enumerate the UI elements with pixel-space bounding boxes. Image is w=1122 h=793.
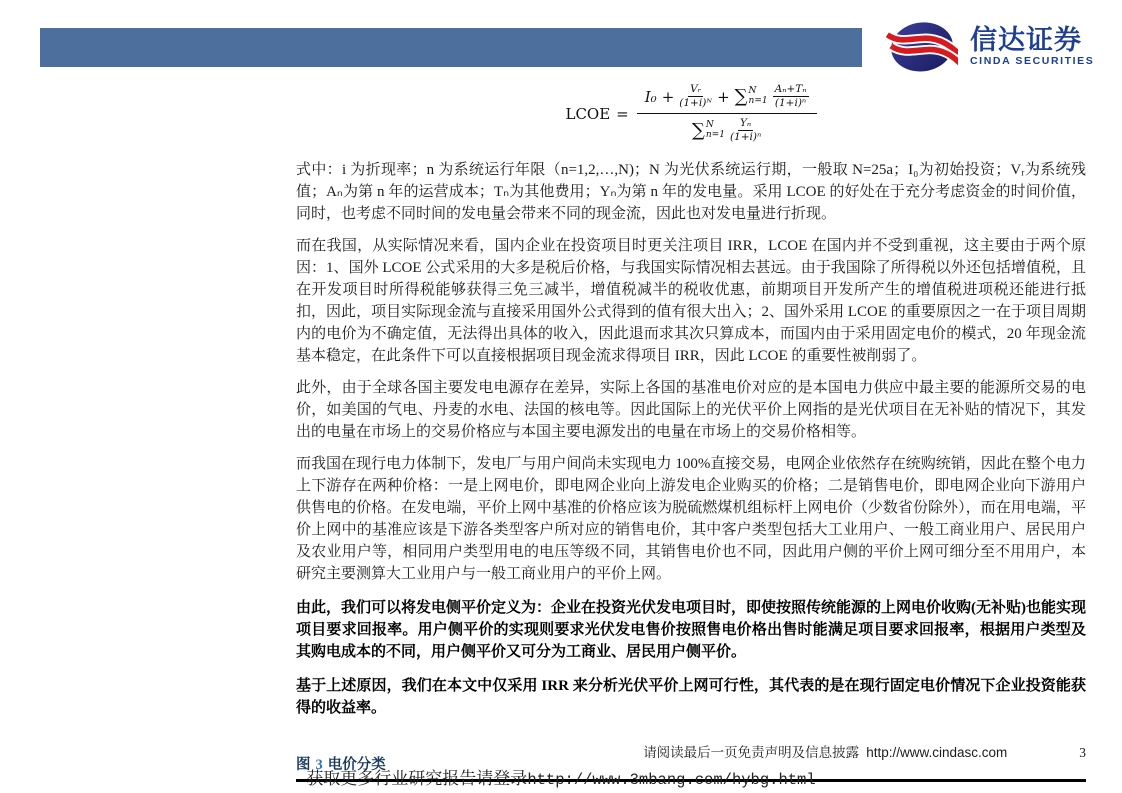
paragraph: 而在我国，从实际情况来看，国内企业在投资项目时更关注项目 IRR，LCOE 在国内并不受到重视，这主要由于两个原因：1、国外 LCOE 公式采用的大多是税后价格，与我国实际情况相去甚远。由于我国除了所得税以外还包括增值税，且在开发项目时所得税能够获得三免三减半，增值税减半的税收优惠，前期项目开发所产生的增值税进项税还能进行抵扣，因此，项目实际现金流与直接采用国外公式得到的值有很大出入；2、国外采用 LCOE 的重要原因之一在于项目周期内的电价为不确定值，无法得出具体的收入，因此退而求其次只算成本，而国内由于采用固定电价的模式，20 年现金流基本稳定，在此条件下可以直接根据项目现金流求得项目 IRR，因此 LCOE 的重要性被削弱了。	[296, 238, 1086, 364]
paragraph: 此外，由于全球各国主要发电电源存在差异，实际上各国的基准电价对应的是本国电力供应中最主要的能源所交易的电价，如美国的气电、丹麦的水电、法国的核电等。因此国际上的光伏平价上网指的是光伏项目在无补贴的情况下，其发出的电量在市场上的交易价格应与本国主要电源发出的电量在市场上的交易价格相等。	[296, 380, 1086, 440]
formula-sum-energy: ∑ N n=1	[692, 120, 725, 141]
formula-numerator	[637, 84, 817, 114]
cinda-logo-mark-icon	[886, 16, 958, 76]
formula-denominator	[692, 114, 761, 143]
lcoe-formula	[296, 84, 1086, 143]
cinda-logo	[886, 16, 1094, 76]
formula-lhs: LCOE	[565, 104, 611, 123]
formula-sum-cost: ∑ N n=1	[734, 86, 768, 107]
footer-disclaimer: 请阅读最后一页免责声明及信息披露	[643, 745, 860, 760]
formula-plus-1: +	[661, 87, 675, 106]
header-bar	[40, 28, 862, 67]
formula-equals: =	[616, 104, 629, 123]
bottom-note-text: 获取更多行业研究报告请登录	[306, 769, 528, 788]
formula-main-fraction	[637, 84, 817, 143]
paragraph: 式中：i 为折现率；n 为系统运行年限（n=1,2,…,N)；N 为光伏系统运行期，一般取 N=25a；I₀为初始投资；Vᵣ为系统残值；Aₙ为第 n 年的运营成本；Tₙ为其他费用；Yₙ为第 n 年的发电量。采用 LCOE 的好处在于充分考虑资金的时间价值，同时，也考虑不同时间的发电量会带来不同的现金流，因此也对发电量进行折现。	[296, 162, 1086, 222]
footer-url[interactable]: http://www.cindasc.com	[866, 745, 1008, 760]
bottom-note-url[interactable]: http://www.3mbang.com/hybg.html	[527, 771, 816, 789]
page-number: 3	[1079, 745, 1086, 760]
figure-label-number: 3	[315, 757, 323, 773]
logo-name-cn: 信达证券	[970, 24, 1082, 55]
formula-residual-fraction: $\frac{\text{Vᵣ}}{\text{(1+i)ᴺ}}$	[679, 83, 713, 109]
formula-energy-fraction: $\frac{\text{Yₙ}}{\text{(1+i)ⁿ}}$	[729, 117, 762, 143]
body-paragraphs	[296, 159, 1086, 719]
figure-label-title: 电价分类	[327, 757, 386, 773]
report-body	[296, 78, 1086, 782]
figure-label-prefix: 图	[296, 757, 311, 773]
paragraph: 由此，我们可以将发电侧平价定义为：企业在投资光伏发电项目时，即使按照传统能源的上网电价收购(无补贴)也能实现项目要求回报率。用户侧平价的实现则要求光伏发电售价按照售电价格出售时能满足项目要求回报率，根据用户类型及其购电成本的不同，用户侧平价又可分为工商业、居民用户侧平价。	[296, 600, 1086, 660]
paragraph: 而我国在现行电力体制下，发电厂与用户间尚未实现电力 100%直接交易，电网企业依然存在统购统销，因此在整个电力上下游存在两种价格：一是上网电价，即电网企业向上游发电企业购买的价格；二是销售电价，即电网企业向下游用户供售电的价格。在发电端，平价上网中基准的价格应该为脱硫燃煤机组标杆上网电价（少数省份除外），而在用电端，平价上网中的基准应该是下游各类型客户所对应的销售电价，其中客户类型包括大工业用户、一般工商业用户、居民用户及农业用户等，相同用户类型用电的电压等级不同，其销售电价也不同，因此用户侧的平价上网可细分至不用用户，本研究主要测算大工业用户与一般工商业用户的平价上网。	[296, 456, 1086, 582]
page-footer	[643, 741, 1086, 761]
formula-cost-fraction: $\frac{\text{Aₙ+Tₙ}}{\text{(1+i)ⁿ}}$	[774, 83, 807, 109]
logo-name-en: CINDA SECURITIES	[970, 54, 1095, 67]
logo-text	[970, 25, 1094, 68]
paragraph: 基于上述原因，我们在本文中仅采用 IRR 来分析光伏平价上网可行性，其代表的是在现行固定电价情况下企业投资能获得的收益率。	[296, 678, 1086, 716]
bottom-note	[0, 764, 1122, 789]
formula-i0: I₀	[644, 87, 657, 106]
formula-plus-2: +	[717, 87, 730, 106]
